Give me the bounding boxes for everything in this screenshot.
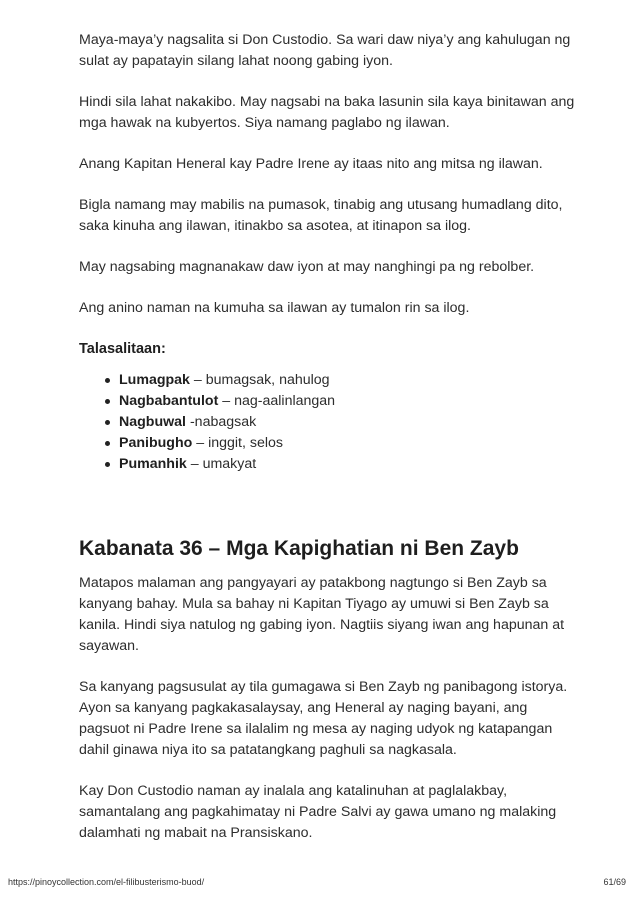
vocabulary-term: Panibugho xyxy=(119,435,193,451)
vocabulary-definition: – nag-aalinlangan xyxy=(218,393,336,409)
bullet-icon xyxy=(105,399,110,404)
paragraph: Kay Don Custodio naman ay inalala ang katalinuhan at paglalakbay, samantalang ang pagkahimatay ni Padre Salvi ay gawa umano ng malaking dalamhati ng mabait na Pransiskano. xyxy=(79,783,557,841)
paragraph: May nagsabing magnanakaw daw iyon at may nanghingi pa ng rebolber. xyxy=(79,259,535,275)
vocabulary-item xyxy=(103,433,579,454)
paragraph: Maya-maya’y nagsalita si Don Custodio. Sa wari daw niya’y ang kahulugan ng sulat ay papatayin silang lahat noong gabing iyon. xyxy=(79,32,571,69)
vocabulary-definition: -nabagsak xyxy=(186,414,257,430)
paragraph: Anang Kapitan Heneral kay Padre Irene ay itaas nito ang mitsa ng ilawan. xyxy=(79,156,543,172)
vocabulary-item xyxy=(103,412,579,433)
bullet-icon xyxy=(105,462,110,467)
chapter-title: Kabanata 36 – Mga Kapighatian ni Ben Zayb xyxy=(79,537,519,560)
vocabulary-term: Nagbuwal xyxy=(119,414,187,430)
vocabulary-definition: – umakyat xyxy=(186,456,257,472)
vocabulary-term: Nagbabantulot xyxy=(119,393,219,409)
vocabulary-definition: – inggit, selos xyxy=(192,435,283,451)
paragraph: Bigla namang may mabilis na pumasok, tinabig ang utusang humadlang dito, saka kinuha ang ilawan, itinakbo sa asotea, at itinapon sa ilog. xyxy=(79,197,563,234)
bullet-icon xyxy=(105,420,110,425)
bullet-icon xyxy=(105,441,110,446)
vocabulary-list xyxy=(79,370,579,475)
footer-url-link[interactable]: https://pinoycollection.com/el-filibusterismo-buod/ xyxy=(8,877,205,887)
vocabulary-term: Lumagpak xyxy=(119,372,190,388)
paragraph: Hindi sila lahat nakakibo. May nagsabi na baka lasunin sila kaya binitawan ang mga hawak na kubyertos. Siya namang paglabo ng ilawan. xyxy=(79,94,575,131)
paragraph: Matapos malaman ang pangyayari ay patakbong nagtungo si Ben Zayb sa kanyang bahay. Mula sa bahay ni Kapitan Tiyago ay umuwi si Ben Zayb sa kanila. Hindi siya natulog ng gabing iyon. Nagtiis siyang iwan ang hapunan at sayawan. xyxy=(79,575,565,654)
bullet-icon xyxy=(105,378,110,383)
document-body xyxy=(79,30,579,864)
vocabulary-definition: – bumagsak, nahulog xyxy=(189,372,330,388)
paragraph: Sa kanyang pagsusulat ay tila gumagawa si Ben Zayb ng panibagong istorya. Ayon sa kanyang pagkakasalaysay, ang Heneral ay naging bayani, ang pagsuot ni Padre Irene sa ilalalim ng mesa ay naging udyok ng katapangan dahil ginawa niya ito sa patatangkang paghuli sa nagkasala. xyxy=(79,679,568,758)
vocabulary-item xyxy=(103,391,579,412)
page-number: 61/69 xyxy=(603,877,626,887)
vocabulary-item xyxy=(103,454,579,475)
vocabulary-term: Pumanhik xyxy=(119,456,187,472)
vocabulary-heading: Talasalitaan: xyxy=(79,341,166,357)
vocabulary-item xyxy=(103,370,579,391)
paragraph: Ang anino naman na kumuha sa ilawan ay tumalon rin sa ilog. xyxy=(79,300,470,316)
